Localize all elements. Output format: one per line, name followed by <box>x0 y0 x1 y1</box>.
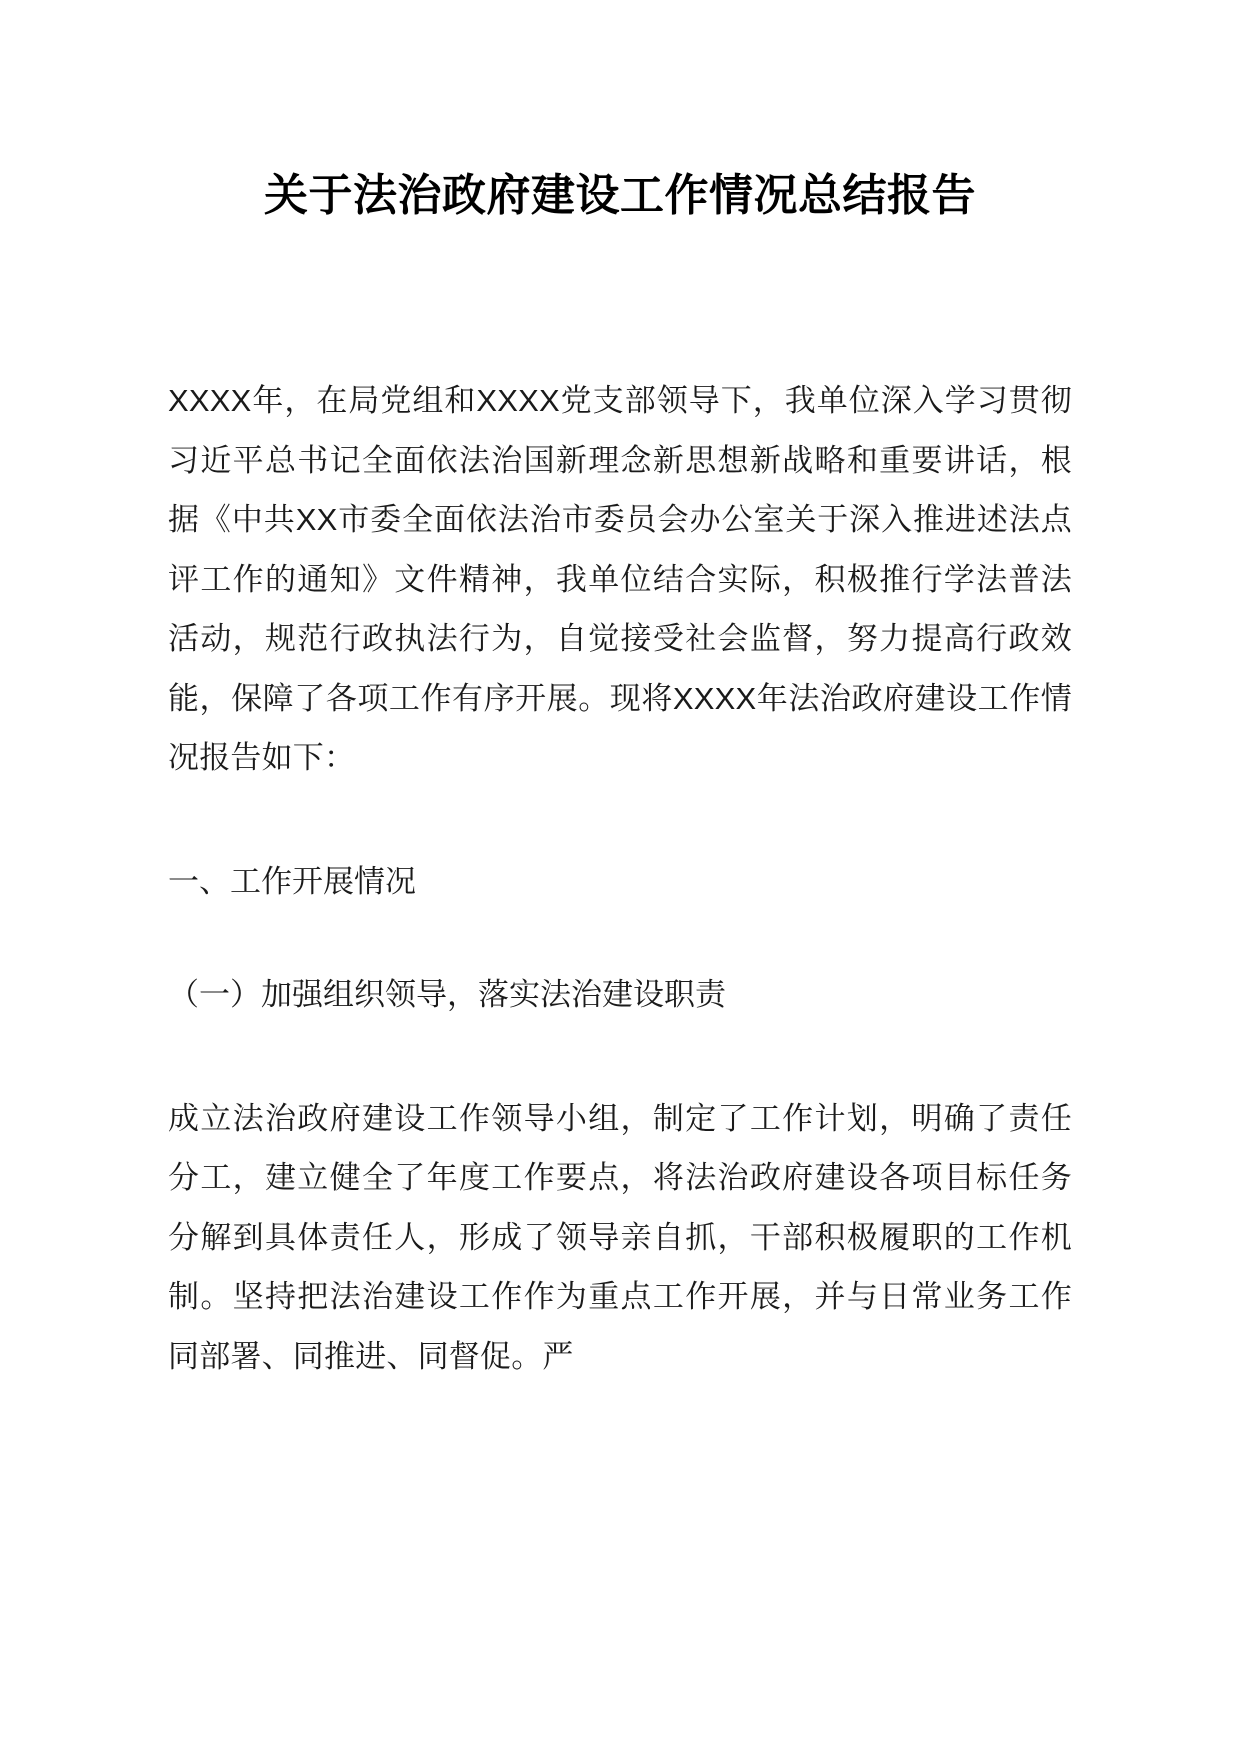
subsection-heading-one: （一）加强组织领导，落实法治建设职责 <box>168 977 726 1013</box>
heading-spacer <box>168 941 1072 965</box>
section-heading-one: 一、工作开展情况 <box>168 863 416 899</box>
paragraph-spacer <box>168 818 1072 852</box>
intro-paragraph: XXXX年，在局党组和XXXX党支部领导下，我单位深入学习贯彻习近平总书记全面依法治国新理念新思想新战略和重要讲话，根据《中共XX市委全面依法治市委员会办公室关于深入推进述法点评工作的通知》文件精神，我单位结合实际，积极推行学法普法活动，规范行政执法行为，自觉接受社会监督，努力提高行政效能，保障了各项工作有序开展。现将XXXX年法治政府建设工作情况报告如下： <box>168 383 1072 776</box>
subsection-spacer <box>168 1055 1072 1089</box>
subsection-one-paragraph: 成立法治政府建设工作领导小组，制定了工作计划，明确了责任分工，建立健全了年度工作要点，将法治政府建设各项目标任务分解到具体责任人，形成了领导亲自抓，干部积极履职的工作机制。坚持把法治建设工作作为重点工作开展，并与日常业务工作同部署、同推进、同督促。严 <box>168 1100 1072 1374</box>
page-title: 关于法治政府建设工作情况总结报告 <box>264 171 976 220</box>
document-body <box>168 371 1072 1386</box>
document-content <box>168 0 1072 1416</box>
